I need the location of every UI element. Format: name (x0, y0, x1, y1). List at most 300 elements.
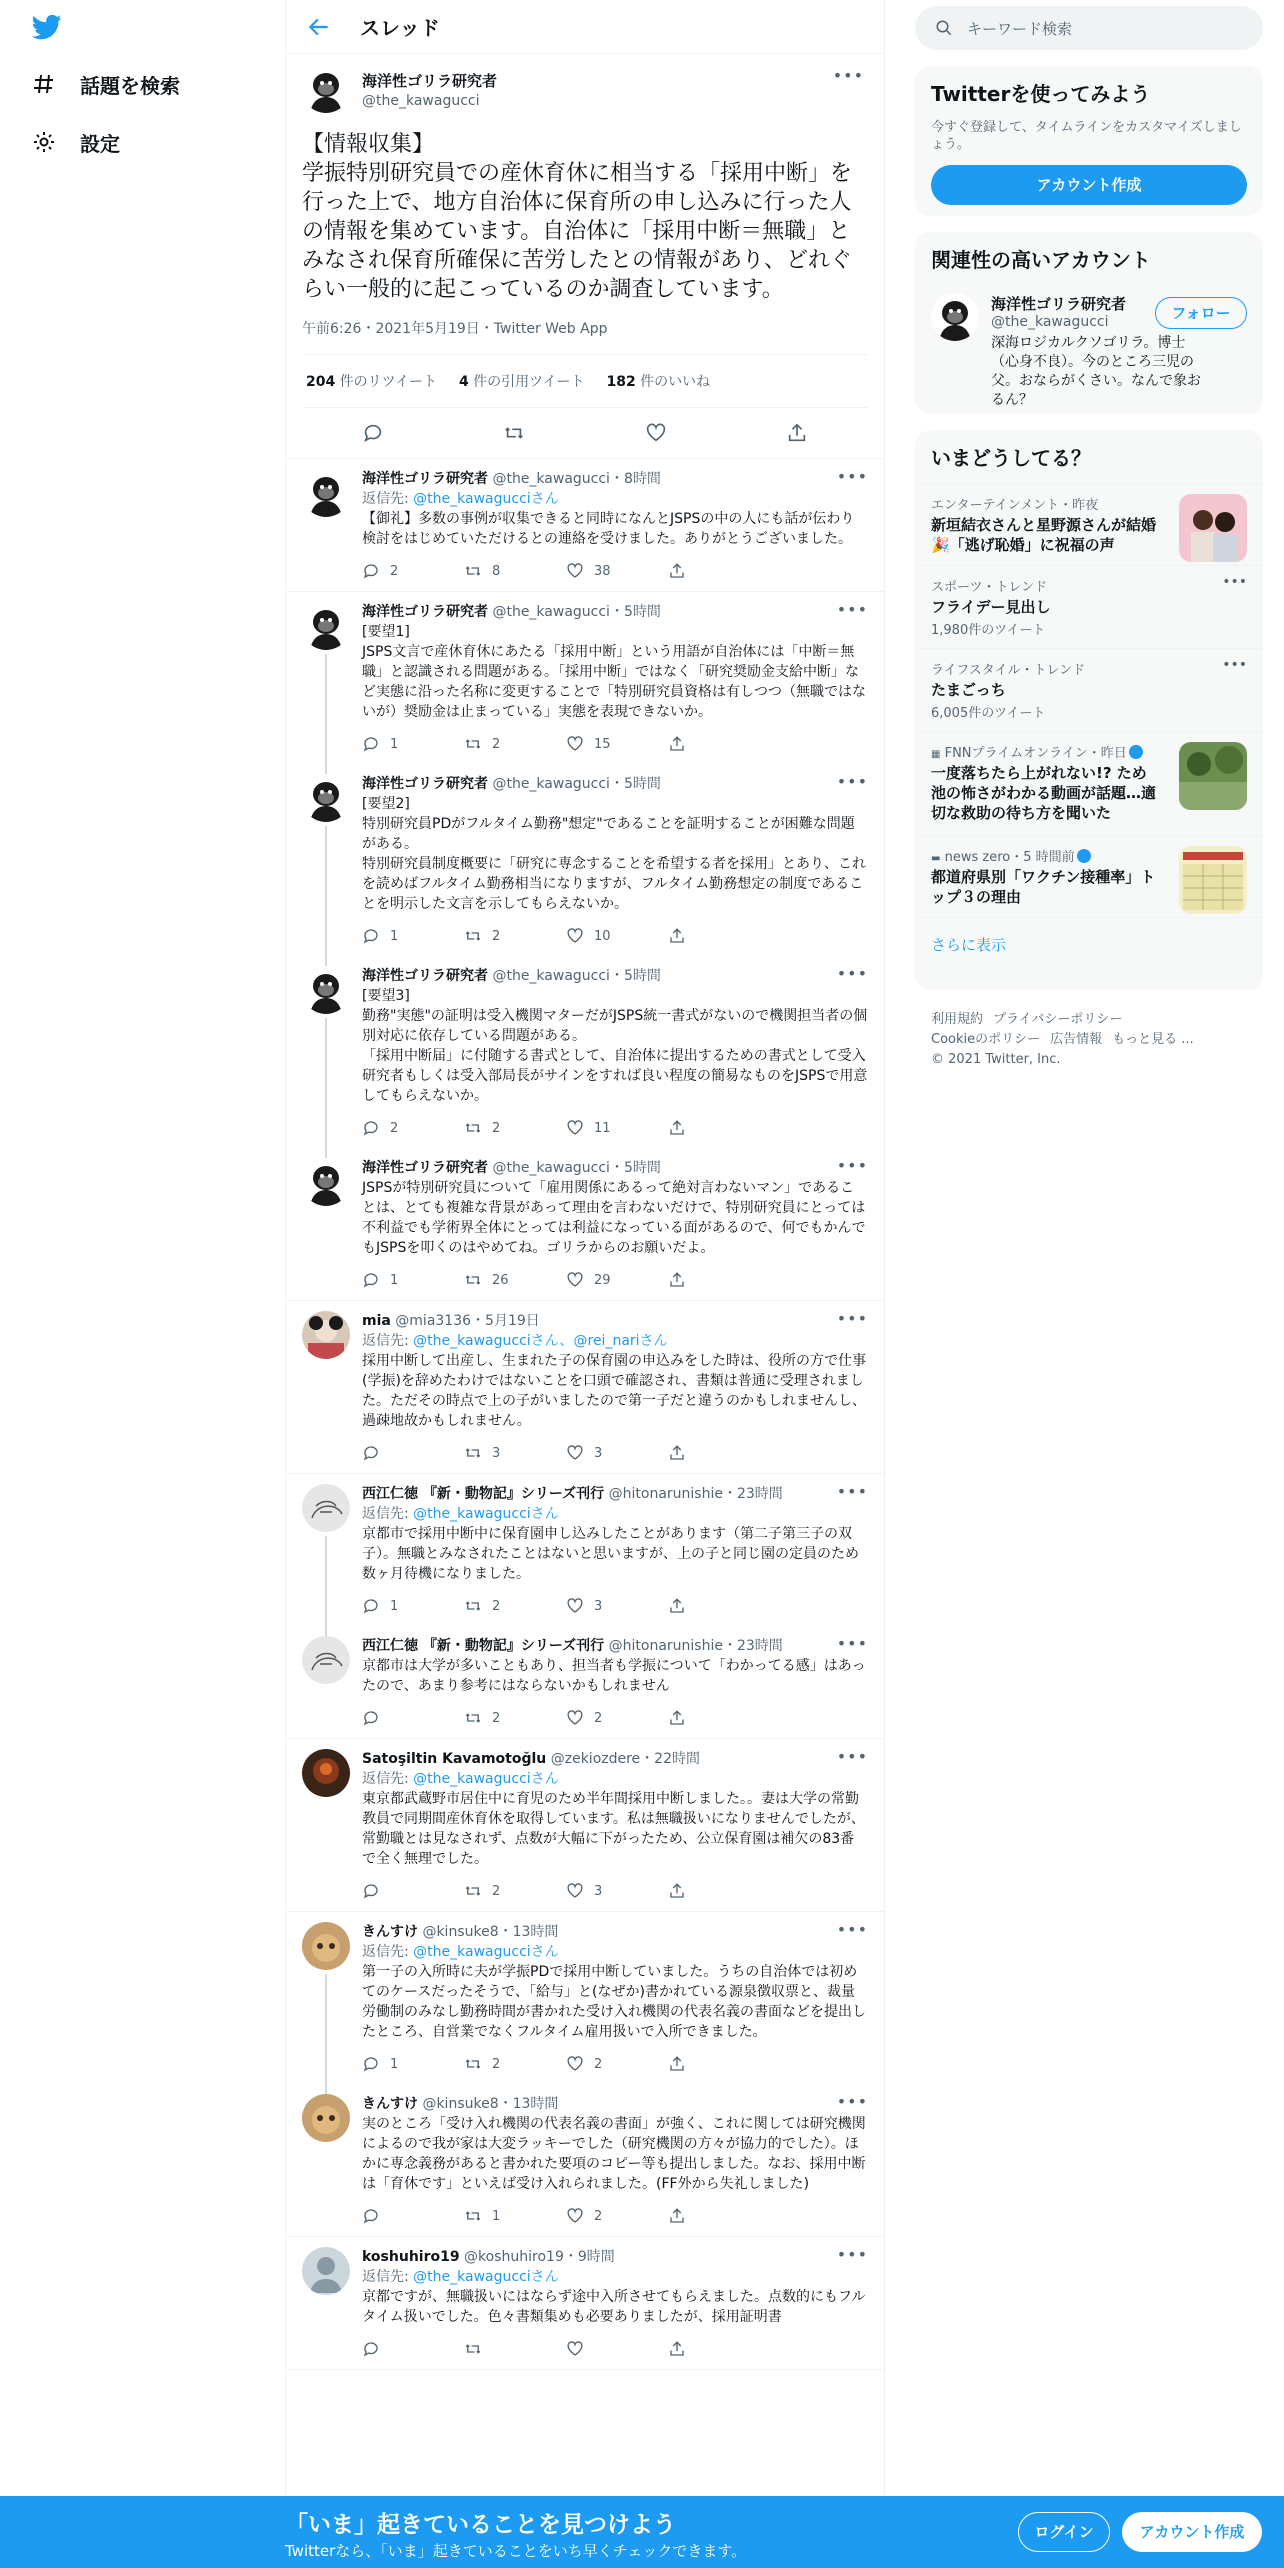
reply-button[interactable] (362, 1882, 464, 1900)
retweet-button[interactable] (464, 1444, 566, 1462)
like-count: 11 (594, 1120, 611, 1136)
trend-title: 新垣結衣さんと星野源さんが結婚 🎉「逃げ恥婚」に祝福の声 (931, 516, 1157, 554)
follow-button[interactable]: フォロー (1155, 297, 1247, 329)
reply-author-handle[interactable]: @kinsuke8・13時間 (422, 2096, 559, 2112)
reply-to-line: 返信先: @the_kawagucciさん (362, 1944, 559, 1960)
reply-to-line: 返信先: @the_kawagucciさん、@rei_nariさん (362, 1333, 668, 1349)
nav-explore[interactable] (30, 64, 180, 104)
reply-tweet[interactable] (286, 1148, 884, 1301)
thread-line (325, 1974, 327, 2096)
reply-author-name[interactable]: koshuhiro19 (362, 2249, 460, 2265)
signup-banner (0, 2496, 1284, 2568)
reply-author-name[interactable]: 海洋性ゴリラ研究者 (362, 776, 488, 792)
reply-to-line: 返信先: @the_kawagucciさん (362, 491, 559, 507)
reply-text: [要望3] 勤務"実態"の証明は受入機関マターだがJSPS統一書式がないので機関担当者の個別対応に依存している問題がある。 「採用中断届」に付随する書式として、自治体に提出するための書式として受入研究者もしくは受入部局長がサインをすれば良い程度の簡易なものをJSPSで用意してもらえないか。 (362, 988, 868, 1104)
like-button[interactable] (566, 735, 668, 753)
main-column (285, 0, 885, 2568)
trend-thumbnail (1179, 742, 1247, 810)
share-icon (668, 2055, 686, 2073)
reply-actions (362, 1708, 868, 1728)
reply-actions (362, 1596, 868, 1616)
verified-badge-icon (1129, 745, 1143, 759)
banner-title: 「いま」起きていることを見つけよう (285, 2512, 676, 2538)
retweet-icon (464, 1709, 482, 1727)
main-header (286, 0, 884, 54)
thread-line (325, 826, 327, 968)
share-icon (668, 1444, 686, 1462)
author-name[interactable]: 海洋性ゴリラ研究者 (362, 71, 498, 90)
search-placeholder: キーワード検索 (967, 19, 1073, 38)
reply-actions (362, 1118, 868, 1138)
retweet-button[interactable] (464, 735, 566, 753)
retweet-count: 2 (492, 1598, 501, 1614)
like-count: 3 (594, 1445, 603, 1461)
trend-category: ライフスタイル・トレンド (931, 663, 1086, 678)
reply-text: 第一子の入所時に夫が学振PDで採用中断していました。うちの自治体では初めてのケースだったそうで、「給与」と(なぜか)書かれている源泉徴収票と、裁量労働制のみなし勤務時間が書かれた受け入れ機関の代表名義の書面などを提出したところ、自営業でなくフルタイム雇用扱いで入所できました。 (362, 1964, 866, 2040)
more-icon[interactable]: ••• (836, 772, 868, 791)
like-count: 2 (594, 2208, 603, 2224)
reply-button[interactable] (362, 2207, 464, 2225)
retweet-icon (464, 1597, 482, 1615)
retweet-icon (464, 2340, 482, 2358)
thread-line (325, 654, 327, 776)
reply-tweet[interactable] (286, 1912, 884, 2084)
like-icon (566, 1444, 584, 1462)
reply-count: 2 (390, 563, 399, 579)
share-icon (668, 2340, 686, 2358)
reply-count: 1 (390, 2056, 399, 2072)
reply-tweet[interactable] (286, 2237, 884, 2370)
reply-to-mention[interactable]: @the_kawagucciさん (413, 491, 559, 507)
focal-tweet (286, 54, 884, 459)
share-icon (668, 1271, 686, 1289)
reply-button[interactable] (362, 2340, 464, 2358)
share-icon[interactable] (786, 422, 808, 444)
reply-tweet[interactable] (286, 2084, 884, 2237)
trends-card (915, 430, 1263, 990)
share-icon (668, 735, 686, 753)
like-button[interactable] (566, 1119, 668, 1137)
back-arrow-icon[interactable] (306, 14, 332, 40)
reply-to-mention[interactable]: @the_kawagucciさん (413, 1506, 559, 1522)
show-more-link[interactable]: さらに表示 (915, 917, 1263, 971)
like-button[interactable] (566, 1597, 668, 1615)
share-button[interactable] (668, 1882, 770, 1900)
trend-thumbnail (1179, 494, 1247, 562)
reply-actions (362, 734, 868, 754)
reply-author-name[interactable]: きんすけ (362, 2096, 418, 2112)
search-icon (935, 19, 953, 37)
like-icon (566, 1597, 584, 1615)
reply-count: 1 (390, 1598, 399, 1614)
reply-list (286, 459, 884, 2370)
reply-author-handle[interactable]: @mia3136・5月19日 (395, 1313, 540, 1329)
retweet-count: 3 (492, 1445, 501, 1461)
reply-author-handle[interactable]: @the_kawagucci・8時間 (492, 471, 661, 487)
retweet-button[interactable] (464, 1119, 566, 1137)
reply-actions (362, 1443, 868, 1463)
more-icon[interactable]: ••• (836, 2245, 868, 2264)
like-icon (566, 562, 584, 580)
left-nav (0, 0, 285, 2568)
reply-text: 京都市は大学が多いこともあり、担当者も学振について「わかってる感」はあったので、あまり参考にはならないかもしれません (362, 1658, 866, 1694)
trend-title: 一度落ちたら上がれない!? ため池の怖さがわかる動画が話題…適切な救助の待ち方を聞いた (931, 764, 1157, 822)
privacy-link[interactable]: プライバシーポリシー (993, 1012, 1123, 1027)
quote-stat[interactable]: 4 件の引用ツイート (458, 374, 585, 390)
retweet-icon (464, 735, 482, 753)
retweet-button[interactable] (464, 1597, 566, 1615)
related-accounts-card (915, 232, 1263, 414)
retweet-button[interactable] (464, 2055, 566, 2073)
tweet-timestamp[interactable]: 午前6:26・2021年5月19日・Twitter Web App (302, 318, 868, 355)
nav-settings[interactable] (30, 122, 120, 162)
retweet-icon (464, 1271, 482, 1289)
retweet-count: 8 (492, 563, 501, 579)
search-input[interactable] (915, 6, 1263, 50)
retweet-icon (464, 1444, 482, 1462)
like-button[interactable] (566, 1882, 668, 1900)
like-icon (566, 2340, 584, 2358)
trend-thumbnail (1179, 846, 1247, 914)
terms-link[interactable]: 利用規約 (931, 1012, 984, 1027)
related-title: 関連性の高いアカウント (931, 248, 1151, 272)
user-avatar[interactable] (302, 602, 350, 650)
like-icon (566, 735, 584, 753)
user-avatar[interactable] (302, 2247, 350, 2295)
retweet-icon (464, 1882, 482, 1900)
reply-icon (362, 927, 380, 945)
gorilla-avatar[interactable] (931, 293, 979, 341)
retweet-count: 2 (492, 928, 501, 944)
like-button[interactable] (566, 1709, 668, 1727)
trend-item[interactable] (915, 835, 1263, 917)
share-button[interactable] (668, 1119, 770, 1137)
reply-author-name[interactable]: 海洋性ゴリラ研究者 (362, 968, 488, 984)
reply-button[interactable] (362, 1444, 464, 1462)
more-icon[interactable]: ••• (1222, 657, 1247, 673)
like-button[interactable] (566, 2340, 668, 2358)
retweet-button[interactable] (464, 1709, 566, 1727)
reply-tweet[interactable] (286, 1474, 884, 1626)
trend-count: 6,005件のツイート (931, 706, 1046, 721)
footer-links (931, 1010, 1251, 1070)
user-avatar[interactable] (302, 774, 350, 822)
retweet-stat[interactable]: 204 件のリツイート (306, 374, 437, 390)
like-icon (566, 1709, 584, 1727)
share-button[interactable] (668, 927, 770, 945)
banner-subtitle: Twitterなら、「いま」起きていることをいち早くチェックできます。 (285, 2542, 747, 2560)
reply-icon (362, 1709, 380, 1727)
reply-actions (362, 926, 868, 946)
reply-icon (362, 735, 380, 753)
reply-author-name[interactable]: Satoşiltin Kavamotoğlu (362, 1751, 547, 1767)
reply-tweet[interactable] (286, 592, 884, 764)
trend-item[interactable] (915, 483, 1263, 565)
gear-icon (30, 128, 58, 156)
retweet-count: 1 (492, 2208, 501, 2224)
like-icon (566, 2207, 584, 2225)
more-icon[interactable]: ••• (836, 600, 868, 619)
reply-to-line: 返信先: @the_kawagucciさん (362, 1771, 559, 1787)
reply-author-handle[interactable]: @hitonarunishie・23時間 (608, 1638, 783, 1654)
more-icon[interactable]: ••• (836, 1747, 868, 1766)
trend-category: スポーツ・トレンド (931, 580, 1048, 595)
retweet-icon (464, 562, 482, 580)
reply-button[interactable] (362, 1709, 464, 1727)
like-button[interactable] (566, 1444, 668, 1462)
share-icon (668, 1119, 686, 1137)
cookie-link[interactable]: Cookieのポリシー (931, 1032, 1041, 1047)
reply-to-line: 返信先: @the_kawagucciさん (362, 2269, 559, 2285)
trend-item[interactable] (915, 648, 1263, 731)
share-button[interactable] (668, 562, 770, 580)
signup-subtitle: 今すぐ登録して、タイムラインをカスタマイズしましょう。 (931, 120, 1242, 152)
like-button[interactable] (566, 562, 668, 580)
user-avatar[interactable] (302, 1158, 350, 1206)
more-link[interactable]: もっと見る ... (1112, 1032, 1194, 1047)
trend-item[interactable] (915, 731, 1263, 835)
more-icon[interactable]: ••• (836, 964, 868, 983)
reply-to-mention[interactable]: @the_kawagucciさん、@rei_nariさん (413, 1333, 668, 1349)
related-account[interactable] (915, 285, 1263, 414)
trend-title: たまごっち (931, 681, 1006, 699)
reply-author-name[interactable]: きんすけ (362, 1924, 418, 1940)
reply-icon (362, 2340, 380, 2358)
more-icon[interactable]: ••• (836, 1482, 868, 1501)
login-button[interactable]: ログイン (1018, 2512, 1110, 2552)
trend-item[interactable] (915, 565, 1263, 648)
retweet-count: 2 (492, 1710, 501, 1726)
ads-link[interactable]: 広告情報 (1050, 1032, 1103, 1047)
reply-tweet[interactable] (286, 764, 884, 956)
reply-text: [要望1] JSPS文言で産休育休にあたる「採用中断」という用語が自治体には「中断＝無職」と認識される問題がある。「採用中断」ではなく「研究奨励金支給中断」など実態に沿った名称に変更することで「特別研究員資格は有しつつ（無職ではないが）奨励金は止まっている」実態を表現できないか。 (362, 624, 866, 720)
retweet-button[interactable] (464, 2207, 566, 2225)
like-icon (566, 1882, 584, 1900)
user-avatar[interactable] (302, 1311, 350, 1359)
like-count: 29 (594, 1272, 611, 1288)
like-count: 15 (594, 736, 611, 752)
user-avatar[interactable] (302, 2094, 350, 2142)
share-button[interactable] (668, 735, 770, 753)
reply-author-handle[interactable]: @the_kawagucci・5時間 (492, 968, 661, 984)
like-button[interactable] (566, 927, 668, 945)
more-icon[interactable]: ••• (836, 1634, 868, 1653)
reply-text: 東京都武蔵野市居住中に育児のため半年間採用中断しました。。妻は大学の常勤教員で同期間産休育休を取得しています。私は無職扱いになりませんでしたが、常勤職とは見なされず、点数が大幅に下がったため、公立保育園は補欠の83番で全く無理でした。 (362, 1791, 865, 1867)
share-icon (668, 562, 686, 580)
thread-line (325, 1018, 327, 1160)
user-avatar[interactable] (302, 1636, 350, 1684)
like-icon[interactable] (645, 422, 667, 444)
share-button[interactable] (668, 2207, 770, 2225)
more-icon[interactable]: ••• (836, 2092, 868, 2111)
more-icon[interactable]: ••• (1222, 574, 1247, 590)
reply-icon (362, 1597, 380, 1615)
retweet-icon[interactable] (503, 422, 525, 444)
like-button[interactable] (566, 1271, 668, 1289)
more-icon[interactable]: ••• (836, 1156, 868, 1175)
retweet-button[interactable] (464, 927, 566, 945)
retweet-icon (464, 2207, 482, 2225)
related-handle[interactable]: @the_kawagucci (991, 314, 1109, 330)
share-icon (668, 1882, 686, 1900)
user-avatar[interactable] (302, 469, 350, 517)
like-icon (566, 2055, 584, 2073)
like-icon (566, 927, 584, 945)
reply-author-handle[interactable]: @koshuhiro19・9時間 (464, 2249, 615, 2265)
like-count: 38 (594, 563, 611, 579)
reply-icon (362, 1444, 380, 1462)
signup-button[interactable]: アカウント作成 (1122, 2512, 1262, 2552)
retweet-button[interactable] (464, 2340, 566, 2358)
retweet-button[interactable] (464, 1882, 566, 1900)
create-account-button[interactable]: アカウント作成 (931, 165, 1247, 205)
like-button[interactable] (566, 2055, 668, 2073)
reply-count: 2 (390, 1120, 399, 1136)
reply-author-name[interactable]: 西江仁徳 『新・動物記』シリーズ刊行 (362, 1638, 605, 1654)
related-name[interactable]: 海洋性ゴリラ研究者 (991, 295, 1127, 313)
reply-author-handle[interactable]: @the_kawagucci・5時間 (492, 1160, 661, 1176)
reply-button[interactable] (362, 1597, 464, 1615)
share-button[interactable] (668, 2055, 770, 2073)
reply-icon[interactable] (362, 422, 384, 444)
user-avatar[interactable] (302, 966, 350, 1014)
reply-count: 1 (390, 1272, 399, 1288)
reply-tweet[interactable] (286, 1626, 884, 1739)
reply-author-name[interactable]: 海洋性ゴリラ研究者 (362, 471, 488, 487)
like-stat[interactable]: 182 件のいいね (606, 374, 711, 390)
share-button[interactable] (668, 2340, 770, 2358)
reply-author-handle[interactable]: @zekiozdere・22時間 (550, 1751, 700, 1767)
like-count: 3 (594, 1598, 603, 1614)
trend-category: エンターテインメント・昨夜 (931, 498, 1099, 513)
retweet-count: 2 (492, 2056, 501, 2072)
gorilla-avatar[interactable] (302, 65, 350, 113)
reply-tweet[interactable] (286, 956, 884, 1148)
user-avatar[interactable] (302, 1484, 350, 1532)
share-button[interactable] (668, 1709, 770, 1727)
reply-author-name[interactable]: 海洋性ゴリラ研究者 (362, 604, 488, 620)
reply-icon (362, 1882, 380, 1900)
retweet-button[interactable] (464, 1271, 566, 1289)
reply-icon (362, 562, 380, 580)
reply-actions (362, 1881, 868, 1901)
copyright: © 2021 Twitter, Inc. (931, 1052, 1061, 1067)
page-title: スレッド (360, 16, 440, 40)
like-icon (566, 1119, 584, 1137)
reply-tweet[interactable] (286, 459, 884, 592)
reply-text: 京都ですが、無職扱いにはならず途中入所させてもらえました。点数的にもフルタイム扱いでした。色々書類集めも必要ありましたが、採用証明書 (362, 2289, 866, 2325)
reply-tweet[interactable] (286, 1739, 884, 1912)
reply-icon (362, 1119, 380, 1137)
retweet-icon (464, 927, 482, 945)
reply-button[interactable] (362, 927, 464, 945)
reply-icon (362, 1271, 380, 1289)
share-icon (668, 2207, 686, 2225)
news-logo-icon: ▬ (931, 853, 941, 864)
reply-author-name[interactable]: mia (362, 1313, 391, 1329)
reply-tweet[interactable] (286, 1301, 884, 1474)
reply-text: 京都市で採用中断中に保育園申し込みしたことがあります（第二子第三子の双子）。無職とみなされたことはないと思いますが、上の子と同じ園の定員のため数ヶ月待機になりました。 (362, 1526, 859, 1582)
reply-to-mention[interactable]: @the_kawagucciさん (413, 1771, 559, 1787)
reply-author-name[interactable]: 海洋性ゴリラ研究者 (362, 1160, 488, 1176)
reply-text: 【御礼】多数の事例が収集できると同時になんとJSPSの中の人にも話が伝わり検討をはじめていただけるとの連絡を受けました。ありがとうございました。 (362, 511, 855, 547)
share-icon (668, 1709, 686, 1727)
twitter-logo-icon[interactable] (30, 12, 64, 42)
reply-author-handle[interactable]: @kinsuke8・13時間 (422, 1924, 559, 1940)
reply-icon (362, 2207, 380, 2225)
trend-title: 都道府県別「ワクチン接種率」トップ３の理由 (931, 868, 1156, 906)
more-icon[interactable]: ••• (832, 66, 864, 85)
hashtag-icon (30, 70, 58, 98)
reply-count: 1 (390, 736, 399, 752)
retweet-icon (464, 1119, 482, 1137)
verified-badge-icon (1077, 849, 1091, 863)
trend-category: FNNプライムオンライン・昨日 (944, 746, 1127, 761)
reply-icon (362, 2055, 380, 2073)
trends-title: いまどうしてる？ (931, 446, 1091, 470)
tweet-stats (302, 355, 868, 408)
reply-button[interactable] (362, 735, 464, 753)
user-avatar[interactable] (302, 1749, 350, 1797)
share-icon (668, 927, 686, 945)
more-icon[interactable]: ••• (836, 1920, 868, 1939)
share-button[interactable] (668, 1444, 770, 1462)
reply-text: 実のところ「受け入れ機関の代表名義の書面」が強く、これに関しては研究機関によるので我が家は大変ラッキーでした（研究機関の方々が協力的でした）。ほかに専念義務があると書かれた要項のコピー等も提出しました。なお、採用中断は「育休です」といえば受け入れられました。(FF外から失礼しました) (362, 2116, 866, 2192)
reply-actions (362, 2206, 868, 2226)
signup-card (915, 66, 1263, 216)
retweet-icon (464, 2055, 482, 2073)
reply-author-handle[interactable]: @the_kawagucci・5時間 (492, 604, 661, 620)
author-handle[interactable]: @the_kawagucci (362, 92, 480, 109)
reply-text: [要望2] 特別研究員PDがフルタイム勤務"想定"であることを証明することが困難な問題がある。 特別研究員制度概要に「研究に専念することを希望する者を採用」とあり、これを読めばフルタイム勤務相当になりますが、フルタイム勤務想定の制度であることを明示した文言を示してもらえないか。 (362, 796, 866, 912)
more-icon[interactable]: ••• (836, 467, 868, 486)
retweet-button[interactable] (464, 562, 566, 580)
more-icon[interactable]: ••• (836, 1309, 868, 1328)
reply-to-mention[interactable]: @the_kawagucciさん (413, 1944, 559, 1960)
reply-text: JSPSが特別研究員について「雇用関係にあるって絶対言わないマン」であることは、とても複雑な背景があって理由を言わないだけで、特別研究員にとっては不利益でも学術界全体にとっては利益になっている面があるので、何でもかんでもJSPSを叩くのはやめてね。ゴリラからのお願いだよ。 (362, 1180, 866, 1256)
retweet-count: 26 (492, 1272, 509, 1288)
share-button[interactable] (668, 1597, 770, 1615)
reply-button[interactable] (362, 1271, 464, 1289)
reply-author-handle[interactable]: @the_kawagucci・5時間 (492, 776, 661, 792)
reply-author-name[interactable]: 西江仁徳 『新・動物記』シリーズ刊行 (362, 1486, 605, 1502)
retweet-count: 2 (492, 1883, 501, 1899)
like-count: 2 (594, 2056, 603, 2072)
right-sidebar (915, 0, 1263, 2568)
reply-to-line: 返信先: @the_kawagucciさん (362, 1506, 559, 1522)
trend-title: フライデー見出し (931, 598, 1051, 616)
nav-settings-label: 設定 (80, 131, 120, 156)
reply-count: 1 (390, 928, 399, 944)
nav-explore-label: 話題を検索 (80, 73, 180, 98)
reply-to-mention[interactable]: @the_kawagucciさん (413, 2269, 559, 2285)
reply-author-handle[interactable]: @hitonarunishie・23時間 (608, 1486, 783, 1502)
reply-text: 採用中断して出産し、生まれた子の保育園の申込みをした時は、役所の方で仕事(学振)を辞めたわけではないことを口頭で確認され、書類は普通に受理されました。ただその時点で上の子がいましたので第一子だと違うのかもしれませんし、過疎地故かもしれません。 (362, 1353, 866, 1429)
like-button[interactable] (566, 2207, 668, 2225)
share-button[interactable] (668, 1271, 770, 1289)
reply-button[interactable] (362, 562, 464, 580)
share-icon (668, 1597, 686, 1615)
trend-category: news zero・5 時間前 (944, 850, 1075, 865)
like-icon (566, 1271, 584, 1289)
reply-button[interactable] (362, 2055, 464, 2073)
reply-actions (362, 2054, 868, 2074)
reply-button[interactable] (362, 1119, 464, 1137)
retweet-count: 2 (492, 1120, 501, 1136)
thread-line (325, 1536, 327, 1638)
user-avatar[interactable] (302, 1922, 350, 1970)
reply-actions (362, 1270, 868, 1290)
